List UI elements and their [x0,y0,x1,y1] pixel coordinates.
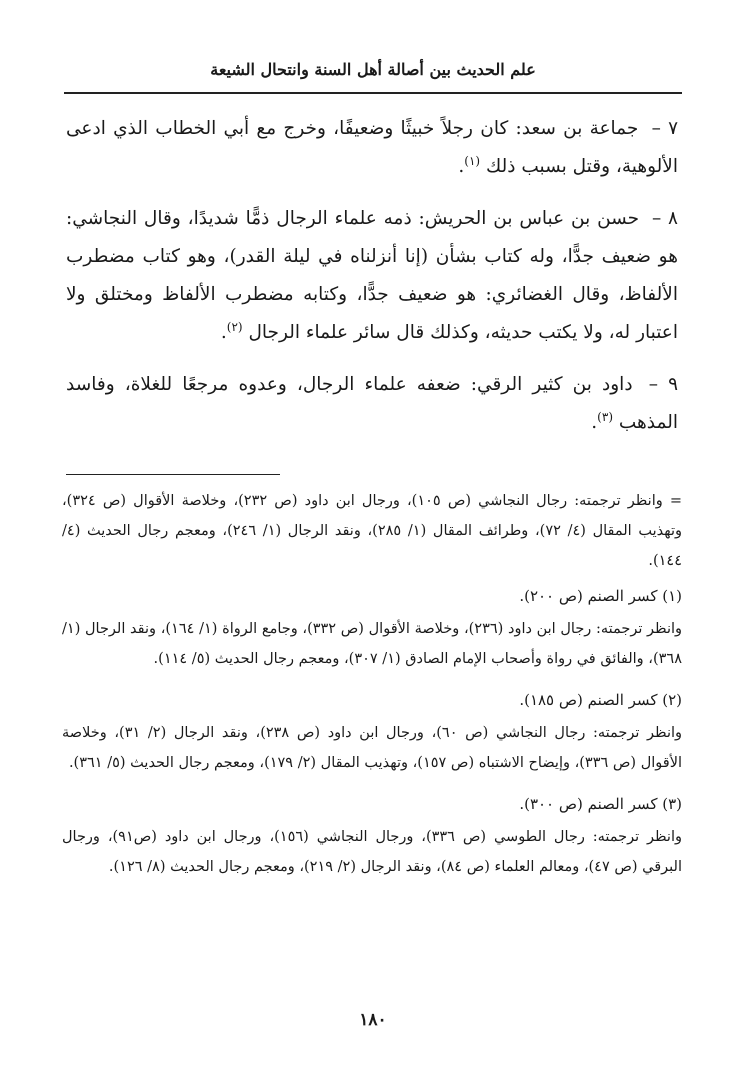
footnote-3-body: وانظر ترجمته: رجال الطوسي (ص ٣٣٦)، ورجال النجاشي (١٥٦)، ورجال ابن داود (ص٩١)، ورجال البرقي (ص ٤٧)، ومعالم العلماء (ص ٨٤)، ونقد الرجال (٢/ ٢١٩)، ومعجم رجال الحديث (٨/ ١٢٦). [62,829,682,875]
entry-number: ٧ – [651,118,678,139]
footnote-3-head: (٣) كسر الصنم (ص ٣٠٠). [519,795,682,813]
footnote-1-head: (١) كسر الصنم (ص ٢٠٠). [519,587,682,605]
running-header: علم الحديث بين أصالة أهل السنة وانتحال الشيعة [210,60,536,79]
entry-number: ٨ – [651,208,678,229]
footnote-1-body: وانظر ترجمته: رجال ابن داود (٢٣٦)، وخلاصة الأقوال (ص ٣٣٢)، وجامع الرواة (١/ ١٦٤)، ونقد الرجال (١/ ٣٦٨)، والفائق في رواة وأصحاب الإمام الصادق (١/ ٣٠٧)، ومعجم رجال الحديث (٥/ ١١٤). [62,621,683,667]
entry-7 [66,110,678,186]
entry-text: داود بن كثير الرقي: ضعفه علماء الرجال، وعدوه مرجعًا للغلاة، وفاسد المذهب [66,374,678,433]
footnote-ref: (٣) [597,409,613,424]
entry-end: . [220,322,227,343]
entry-number: ٩ – [648,374,679,395]
footnote-separator [66,474,280,475]
page-number: ١٨٠ [359,1010,387,1030]
entry-end: . [458,156,465,177]
footnotes [62,486,682,892]
footnote-ref: (٢) [226,319,243,334]
footnote-continuation: = وانظر ترجمته: رجال النجاشي (ص ١٠٥)، ورجال ابن داود (ص ٢٣٢)، وخلاصة الأقوال (ص ٣٢٤)، وتهذيب المقال (٤/ ٧٢)، وطرائف المقال (١/ ٢٨٥)، ونقد الرجال (١/ ٢٤٦)، ومعجم رجال الحديث (٤/ ١٤٤). [62,493,683,569]
footnote-2-head: (٢) كسر الصنم (ص ١٨٥). [519,691,682,709]
entry-9 [66,366,678,442]
footnote-2-body: وانظر ترجمته: رجال النجاشي (ص ٦٠)، ورجال ابن داود (ص ٢٣٨)، ونقد الرجال (٢/ ٣١)، وخلاصة الأقوال (ص ٣٣٦)، وإيضاح الاشتباه (ص ١٥٧)، وتهذيب المقال (٢/ ١٧٩)، ومعجم رجال الحديث (٥/ ٣٦١). [62,725,683,771]
entry-8 [66,200,678,352]
header-rule [64,92,682,94]
footnote-ref: (١) [464,153,481,168]
entry-text: حسن بن عباس بن الحريش: ذمه علماء الرجال ذمًّا شديدًا، وقال النجاشي: هو ضعيف جدًّا، وله كتاب بشأن (إنا أنزلناه في ليلة القدر)، وهو كتاب مضطرب الألفاظ، وقال الغضائري: هو ضعيف جدًّا، وكتابه مضطرب الألفاظ ومختلق ولا اعتبار له، ولا يكتب حديثه، وكذلك قال سائر علماء الرجال [66,208,678,343]
entry-text: جماعة بن سعد: كان رجلاً خبيثًا وضعيفًا، وخرج مع أبي الخطاب الذي ادعى الألوهية، وقتل بسبب ذلك [66,118,678,177]
entry-end: . [591,412,598,433]
main-text [66,110,678,456]
